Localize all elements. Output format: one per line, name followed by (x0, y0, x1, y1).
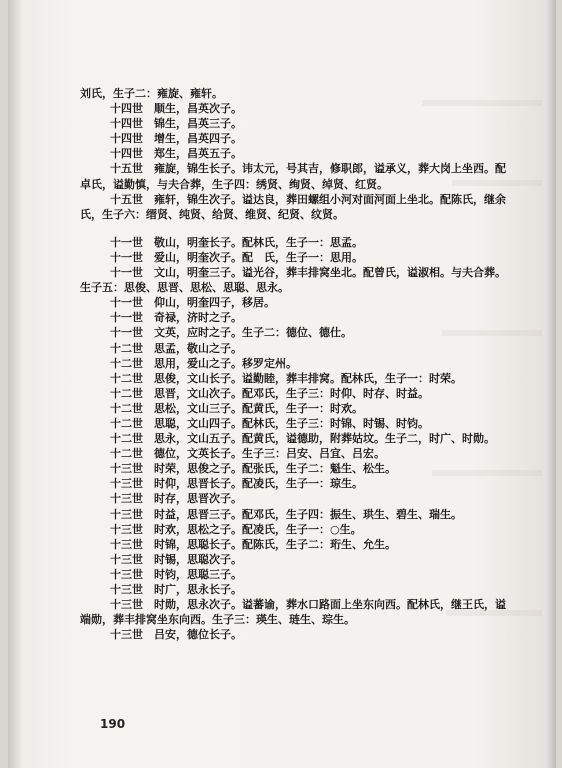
page-edge-shadow (546, 0, 556, 768)
paragraph-gap (80, 222, 530, 235)
text-line: 十二世 思俊，文山长子。谥勤睦，葬丰排窝。配林氏，生子一：时荣。 (110, 371, 462, 385)
text-line: 十二世 思用，爱山之子。移罗定州。 (110, 356, 297, 370)
genealogy-block-11th-13th-gen (80, 235, 530, 643)
text-line: 十三世 时广，思永长子。 (110, 583, 242, 596)
text-line: 十四世 郑生，昌英五子。 (110, 147, 242, 161)
text-line: 十三世 吕安，德位长子。 (110, 628, 242, 642)
text-line: 十三世 时存，思晋次子。 (110, 492, 242, 506)
genealogy-text (80, 86, 530, 642)
text-line: 十一世 文英，应时之子。生子二：德位、德仕。 (110, 326, 352, 340)
text-line: 十三世 时锡，思聪次子。 (110, 552, 242, 566)
text-line: 十二世 德位，文英长子。生子三：吕安、吕宜、吕宏。 (110, 447, 385, 461)
text-line: 卓氏，谥勤慎，与夫合葬，生子四：绣贤、绚贤、绰贤、红贤。 (80, 177, 388, 191)
text-line: 十一世 爱山，明奎次子。配 氏，生子一：思用。 (110, 250, 363, 264)
text-line: 十一世 奇禄，济时之子。 (110, 311, 242, 325)
text-line: 十一世 仰山，明奎四子，移居。 (110, 296, 275, 310)
text-line: 端勋，葬丰排窝坐东向西。生子三：瑛生、琏生、琮生。 (80, 613, 355, 627)
text-line: 十三世 时钧，思聪三子。 (110, 567, 242, 581)
text-line: 十二世 思聪，文山四子。配林氏，生子三：时锦、时锡、时钧。 (110, 416, 429, 430)
text-line: 十三世 时仰，思晋长子。配凌氏，生子一：琼生。 (110, 477, 363, 491)
text-line: 十四世 顺生，昌英次子。 (110, 102, 242, 116)
text-line: 刘氏，生子二：雍旋、雍轩。 (80, 87, 223, 100)
text-line: 十三世 时勋，思永次子。谥蕃谕，葬水口路面上坐东向西。配林氏，继王氏，谥 (110, 598, 506, 612)
page-spine-shadow (8, 0, 22, 768)
text-line: 十二世 思永，文山五子。配黄氏，谥德助，附葬姑坟。生子二，时广、时勋。 (110, 432, 495, 446)
text-line: 十二世 思晋，文山次子。配邓氏，生子三：时仰、时存、时益。 (110, 386, 429, 400)
page-number: 190 (100, 717, 126, 731)
text-line: 十三世 时锦，思聪长子。配陈氏，生子二：珩生、允生。 (110, 537, 396, 551)
text-line: 十三世 时荣，思俊之子。配张氏，生子二：魁生、松生。 (110, 462, 396, 476)
text-line: 氏，生子六：缙贤、纯贤、给贤、维贤、纪贤、纹贤。 (80, 207, 344, 221)
book-page (8, 0, 556, 768)
text-line: 十五世 雍轩，锦生次子。谥达良，葬田螺组小河对面河面上坐北。配陈氏，继余 (110, 192, 506, 206)
text-line: 十四世 增生，昌英四子。 (110, 132, 242, 146)
text-line: 十三世 时欢，思松之子。配凌氏，生子一：○生。 (110, 522, 362, 536)
text-line: 十三世 时益，思晋三子。配邓氏，生子四：振生、珙生、碧生、瑞生。 (110, 507, 462, 521)
text-line: 十一世 敬山，明奎长子。配林氏，生子一：思孟。 (110, 235, 363, 249)
text-line: 十五世 雍旋，锦生长子。讳太元，号其吉，修职郎，谥承义，葬大岗上坐西。配 (110, 162, 506, 176)
genealogy-block-15th-gen (80, 86, 530, 222)
text-line: 生子五：思俊、思晋、思松、思聪、思永。 (80, 281, 289, 295)
text-line: 十二世 思孟，敬山之子。 (110, 341, 242, 355)
text-line: 十一世 文山，明奎三子。谥光谷，葬丰排窝坐北。配曾氏，谥淑相。与夫合葬。 (110, 266, 506, 280)
text-line: 十二世 思松，文山三子。配黄氏，生子一：时欢。 (110, 401, 363, 415)
text-line: 十四世 锦生，昌英三子。 (110, 117, 242, 131)
